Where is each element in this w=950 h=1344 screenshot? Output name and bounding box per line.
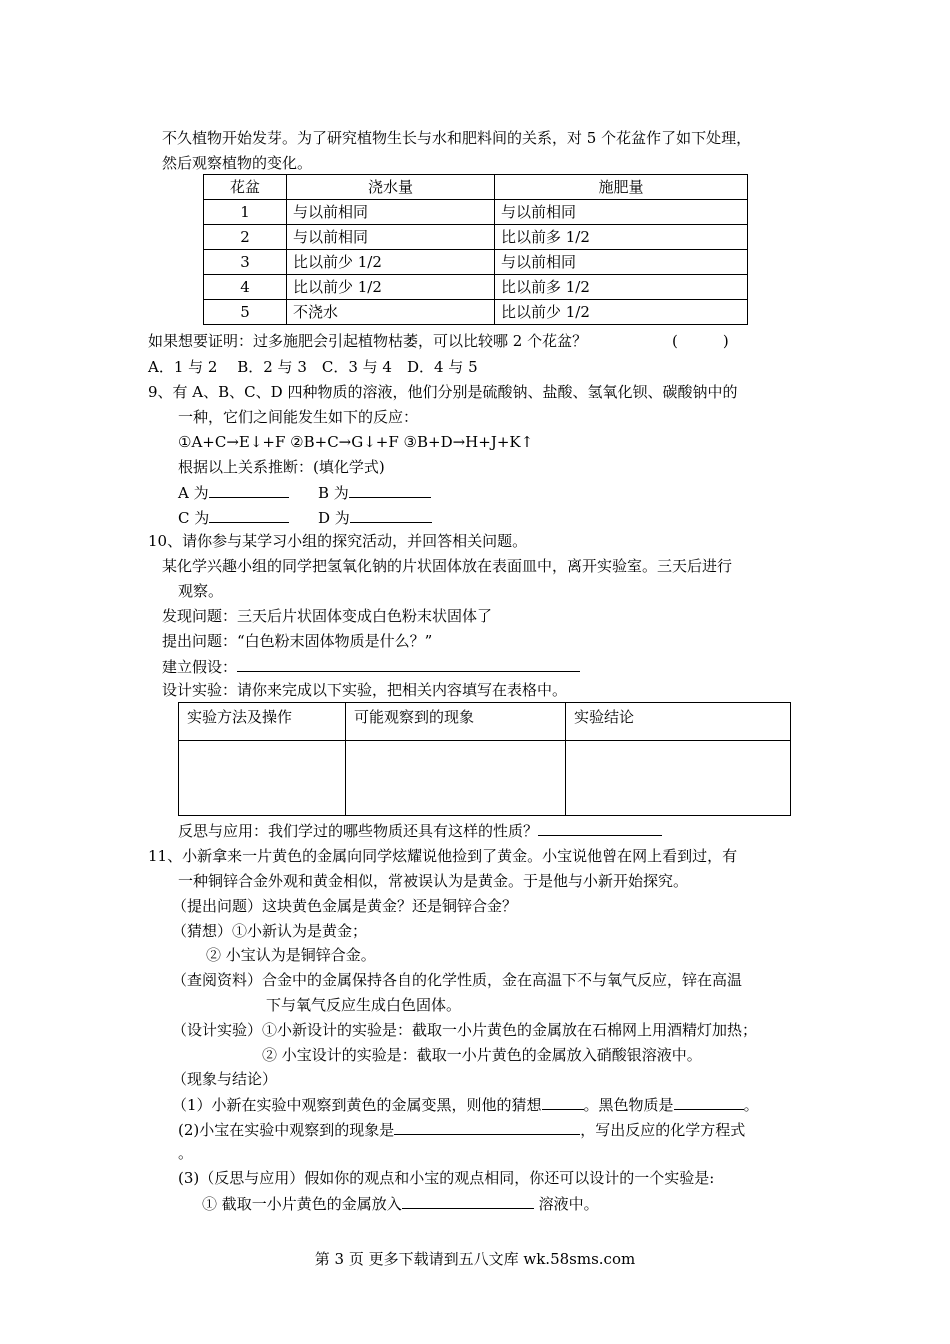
header-phenomenon: 可能观察到的现象 — [346, 703, 566, 741]
q9-d-blank — [318, 507, 432, 528]
black-substance-blank[interactable] — [674, 1094, 744, 1110]
water-cell: 比以前少 1/2 — [287, 275, 495, 300]
q11-guess-2: ② 小宝认为是铜锌合金。 — [206, 946, 376, 964]
intro-line-1: 不久植物开始发芽。为了研究植物生长与水和肥料间的关系，对 5 个花盆作了如下处理， — [162, 129, 752, 147]
q11-result-3-item-1 — [202, 1193, 599, 1214]
q11-ask: （提出问题）这块黄色金属是黄金？还是铜锌合金？ — [172, 897, 518, 915]
header-method: 实验方法及操作 — [179, 703, 346, 741]
table-row — [204, 250, 748, 275]
water-cell: 与以前相同 — [287, 225, 495, 250]
q10-hypothesis — [162, 656, 580, 677]
fertilizer-cell: 与以前相同 — [495, 250, 748, 275]
q9-c-blank — [178, 507, 289, 528]
pot-cell: 3 — [204, 250, 287, 275]
r3-1-text-b: 溶液中。 — [538, 1195, 599, 1213]
hypothesis-blank[interactable] — [237, 656, 580, 672]
water-cell: 比以前少 1/2 — [287, 250, 495, 275]
table-header-row — [179, 703, 791, 741]
page-footer: 第 3 页 更多下载请到五八文库 wk.58sms.com — [314, 1250, 636, 1268]
pot-table — [203, 174, 748, 325]
q9-line-1: 9、有 A、B、C、D 四种物质的溶液，他们分别是硫酸钠、盐酸、氢氧化钡、碳酸钠中的 — [148, 383, 738, 401]
q9-a-blank — [178, 482, 289, 503]
header-water: 浇水量 — [287, 175, 495, 200]
q10-line-2: 某化学兴趣小组的同学把氢氧化钠的片状固体放在表面皿中，离开实验室。三天后进行 — [162, 557, 733, 575]
header-fertilizer: 施肥量 — [495, 175, 748, 200]
q10-reflect — [178, 820, 662, 841]
q11-result-3: (3)（反思与应用）假如你的观点和小宝的观点相同，你还可以设计的一个实验是: — [178, 1169, 715, 1187]
table-row — [204, 300, 748, 325]
water-cell: 与以前相同 — [287, 200, 495, 225]
pot-cell: 2 — [204, 225, 287, 250]
q9-b-blank — [318, 482, 431, 503]
q11-lookup-1: （查阅资料）合金中的金属保持各自的化学性质，金在高温下不与氧气反应，锌在高温 — [172, 971, 743, 989]
observation-blank[interactable] — [394, 1119, 580, 1135]
a-answer-blank[interactable] — [209, 482, 289, 498]
q11-result-2-end: 。 — [178, 1144, 194, 1162]
q11-line-1: 11、小新拿来一片黄色的金属向同学炫耀说他捡到了黄金。小宝说他曾在网上看到过，有 — [148, 847, 738, 865]
r2-text-b: ，写出反应的化学方程式 — [580, 1121, 746, 1139]
q9-line-2: 一种，它们之间能发生如下的反应： — [178, 408, 419, 426]
q8-answer-paren: ( ) — [672, 332, 729, 350]
reflect-blank[interactable] — [538, 820, 662, 836]
method-answer-cell[interactable] — [179, 741, 346, 816]
pot-cell: 1 — [204, 200, 287, 225]
pot-cell: 5 — [204, 300, 287, 325]
q11-phenomenon-heading: （现象与结论） — [172, 1070, 278, 1088]
r1-text-b: 。黑色物质是 — [583, 1096, 674, 1114]
q11-lookup-2: 下与氧气反应生成白色固体。 — [266, 996, 462, 1014]
pot-cell: 4 — [204, 275, 287, 300]
c-answer-blank[interactable] — [209, 507, 289, 523]
d-answer-blank[interactable] — [350, 507, 432, 523]
table-row — [204, 275, 748, 300]
fertilizer-cell: 比以前少 1/2 — [495, 300, 748, 325]
q8-options: A．1 与 2 B．2 与 3 C．3 与 4 D．4 与 5 — [148, 358, 478, 376]
q10-design: 设计实验：请你来完成以下实验，把相关内容填写在表格中。 — [162, 681, 568, 699]
q11-result-2 — [178, 1119, 745, 1140]
q9-instruction: 根据以上关系推断：(填化学式) — [178, 458, 385, 476]
hypothesis-label: 建立假设： — [162, 658, 238, 676]
intro-line-2: 然后观察植物的变化。 — [162, 154, 313, 172]
r1-text-a: （1）小新在实验中观察到黄色的金属变黑，则他的猜想 — [172, 1096, 542, 1114]
table-row — [204, 200, 748, 225]
q9-d-label: D 为 — [318, 509, 350, 527]
solution-blank[interactable] — [402, 1193, 534, 1209]
q10-line-1: 10、请你参与某学习小组的探究活动，并回答相关问题。 — [148, 532, 528, 550]
q9-b-label: B 为 — [318, 484, 349, 502]
q11-guess-1: （猜想）①小新认为是黄金； — [172, 922, 368, 940]
table-row — [204, 225, 748, 250]
b-answer-blank[interactable] — [349, 482, 431, 498]
fertilizer-cell: 与以前相同 — [495, 200, 748, 225]
water-cell: 不浇水 — [287, 300, 495, 325]
q11-design-1: （设计实验）①小新设计的实验是：截取一小片黄色的金属放在石棉网上用酒精灯加热； — [172, 1021, 758, 1039]
fertilizer-cell: 比以前多 1/2 — [495, 275, 748, 300]
q11-result-1 — [172, 1094, 759, 1115]
reflect-label: 反思与应用：我们学过的哪些物质还具有这样的性质？ — [178, 822, 539, 840]
q9-a-label: A 为 — [178, 484, 209, 502]
guess-result-blank[interactable] — [542, 1094, 584, 1110]
q10-raise: 提出问题：“白色粉末固体物质是什么？” — [162, 632, 433, 650]
r1-text-c: 。 — [743, 1096, 759, 1114]
q10-line-3: 观察。 — [178, 582, 224, 600]
table-row — [179, 741, 791, 816]
q9-reactions: ①A+C→E↓+F ②B+C→G↓+F ③B+D→H+J+K↑ — [178, 433, 534, 451]
q11-design-2: ② 小宝设计的实验是：截取一小片黄色的金属放入硝酸银溶液中。 — [262, 1046, 702, 1064]
q9-c-label: C 为 — [178, 509, 210, 527]
phenomenon-answer-cell[interactable] — [346, 741, 566, 816]
r3-1-text-a: ① 截取一小片黄色的金属放入 — [202, 1195, 402, 1213]
q8-question: 如果想要证明：过多施肥会引起植物枯萎，可以比较哪 2 个花盆？ — [148, 332, 588, 350]
conclusion-answer-cell[interactable] — [566, 741, 791, 816]
fertilizer-cell: 比以前多 1/2 — [495, 225, 748, 250]
header-conclusion: 实验结论 — [566, 703, 791, 741]
q11-line-2: 一种铜锌合金外观和黄金相似，常被误认为是黄金。于是他与小新开始探究。 — [178, 872, 689, 890]
q10-discover: 发现问题：三天后片状固体变成白色粉末状固体了 — [162, 607, 493, 625]
table-header-row — [204, 175, 748, 200]
header-pot: 花盆 — [204, 175, 287, 200]
experiment-table — [178, 702, 791, 816]
r2-text-a: (2)小宝在实验中观察到的现象是 — [178, 1121, 395, 1139]
